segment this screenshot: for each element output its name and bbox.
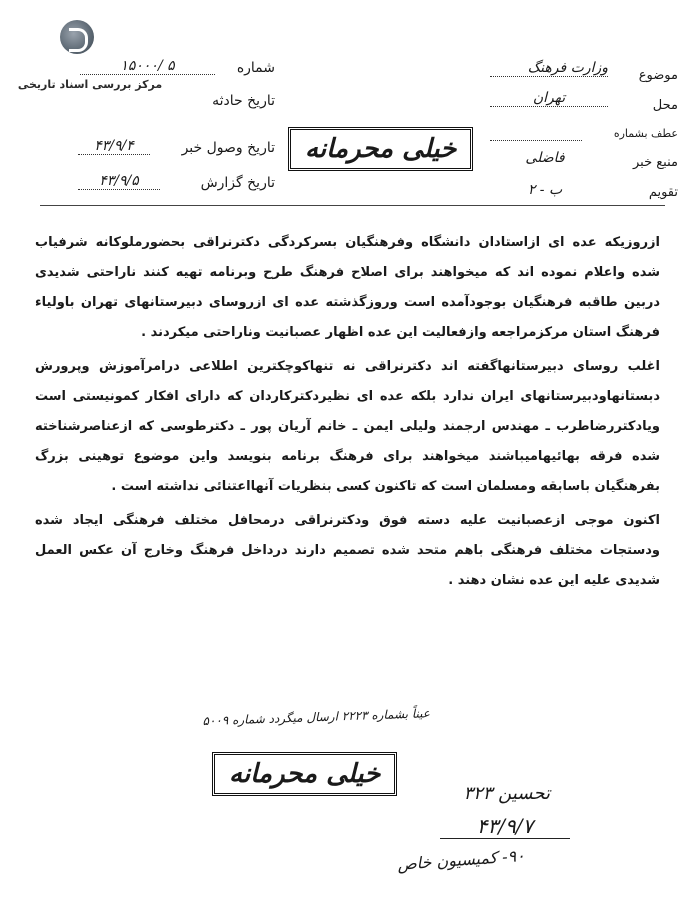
confidential-stamp-top: خیلی محرمانه bbox=[288, 127, 473, 171]
paragraph-1: ازروزیکه عده ای ازاستادان دانشگاه وفرهنگیان بسرکردگی دکترنراقی بحضورملوکانه شرفیاب شده واعلام نموده اند که میخواهند برای اصلاح فرهنگ طرح وبرنامه تهیه کنند ناراحتی شدیدی دربین طاقبه فرهنگیان بوجودآمده است وروزگذشته عده ای ازروسای دبیرستانهای تهران باولیاء فرهنگ استان مرکزمراجعه وازفعالیت این عده اظهار عصبانیت وناراحتی میکردند . bbox=[35, 235, 660, 340]
reference-line bbox=[490, 140, 582, 141]
report-date-label: تاریخ گزارش bbox=[200, 175, 275, 191]
source-value: فاضلی bbox=[525, 150, 565, 166]
evaluation-label: تقویم bbox=[648, 185, 678, 200]
reference-label: عطف بشماره bbox=[613, 127, 678, 140]
subject-label: موضوع bbox=[638, 68, 678, 83]
report-body bbox=[35, 228, 660, 600]
paragraph-3: اکنون موجی ازعصبانیت علیه دسته فوق ودکترنراقی درمحافل مختلف فرهنگی ایجاد شده ودستجات مختلف فرهنگی باهم متحد شده تصمیم دارند درداخل فرهنگ وخارج آن عکس العمل شدیدی علیه این عده نشان دهند . bbox=[35, 513, 660, 588]
receipt-date-label: تاریخ وصول خبر bbox=[181, 140, 275, 156]
forwarding-note: عیناً بشماره ۲۲۲۳ ارسال میگردد شماره ۵۰۰۹ bbox=[202, 706, 431, 729]
number-value: ۱۵۰۰۰/ ۵ bbox=[80, 58, 215, 75]
signature: تحسین ۳۲۳ bbox=[463, 783, 550, 804]
subject-value: وزارت فرهنگ bbox=[490, 60, 608, 77]
source-label: منبع خبر bbox=[633, 155, 678, 170]
watermark-text: مرکز بررسی اسناد تاریخی bbox=[17, 78, 163, 91]
confidential-stamp-bottom: خیلی محرمانه bbox=[212, 752, 397, 796]
header-divider bbox=[40, 205, 665, 206]
footer-date-box bbox=[430, 812, 570, 838]
paragraph-2: اغلب روسای دبیرستانهاگفته اند دکترنراقی نه تنهاکوچکترین اطلاعی درامرآموزش وپرورش دبستانهاودبیرستانهای ایران ندارد بلکه عده ای نظیردکترکاردان که دارای افکار کمونیستی است ویادکتررضاطرب ـ مهندس ارجمند ولیلی ایمن ـ خانم آریان پور ـ دکترطوسی که ازعناصرشناخته شده فرقه بهائیهامیباشند میخواهند برای فرهنگ برنامه بنویسد واین موضوع توهینی بزرگ بفرهنگیان باسابقه ومسلمان است که تاکنون کسی بنظریات آنهااعتنائی نداشته است . bbox=[35, 359, 660, 494]
number-label: شماره bbox=[236, 60, 275, 76]
place-label: محل bbox=[652, 98, 678, 113]
place-value: تهران bbox=[490, 90, 608, 107]
footer-note: ۹۰- کمیسیون خاص bbox=[396, 845, 526, 874]
footer-date: ۴۳/۹/۷ bbox=[440, 814, 570, 839]
archive-logo-icon bbox=[60, 20, 94, 54]
report-date-value: ۴۳/۹/۵ bbox=[78, 173, 160, 190]
receipt-date-value: ۴۳/۹/۴ bbox=[78, 138, 150, 155]
evaluation-value: ب - ۲ bbox=[527, 182, 563, 198]
incident-date-label: تاریخ حادثه bbox=[212, 93, 275, 109]
